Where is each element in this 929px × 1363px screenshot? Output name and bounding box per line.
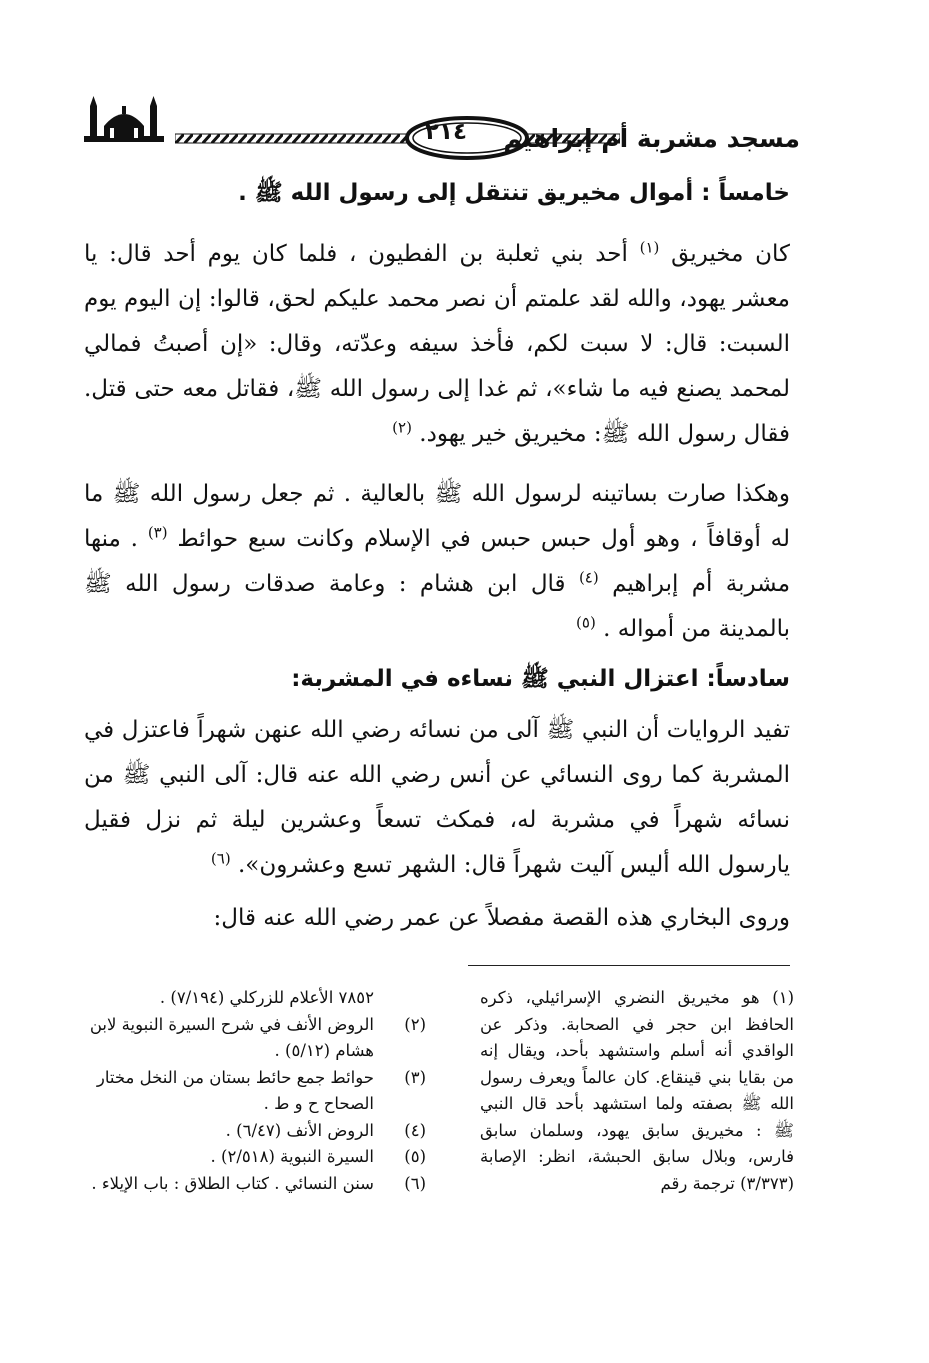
footnotes-right-column <box>480 985 794 1197</box>
footnote-ref: (٣) <box>147 523 168 542</box>
paragraph-seclusion <box>84 708 790 888</box>
paragraph-bukhari: وروى البخاري هذه القصة مفصلاً عن عمر رضي الله عنه قال: <box>213 905 790 931</box>
footnote-marker: (٥) <box>404 1147 426 1166</box>
footnote-ref: (٢) <box>392 418 412 437</box>
footnote-marker: (٤) <box>404 1120 426 1140</box>
mosque-icon <box>80 92 168 154</box>
footnote-divider <box>468 965 790 966</box>
paragraph-mukhayriq <box>84 232 790 457</box>
text: . منها مشربة أم إبراهيم <box>84 526 791 597</box>
footnote-marker: (٢) <box>404 1014 426 1034</box>
footnote-1-continuation: ٧٨٥٢ الأعلام للزركلي (٧/١٩٤) . <box>159 988 374 1007</box>
footnote-text: حوائط جمع حائط بستان من النخل مختار الصحاح ح و ط . <box>96 1067 374 1113</box>
text: أحد بني ثعلبة بن الفطيون ، فلما كان يوم أحد قال: يا معشر يهود، والله لقد علمتم أن نصر محمد عليكم لحق، قالوا: إن اليوم يوم السبت: قال: لا سبت لكم، فأخذ سيفه وعدّته، وقال: «إن أصبتُ فمالي لمحمد يصنع فيه ما شاء»، ثم غدا إلى رسول الله ﷺ، فقاتل معه حتى قتل. فقال رسول الله ﷺ: مخيريق خير يهود. <box>84 241 790 447</box>
footnote-text: الروض الأنف في شرح السيرة النبوية لابن هشام (٥/١٢) . <box>89 1014 374 1060</box>
text: كان مخيريق <box>671 241 790 267</box>
footnote-text: سنن النسائي . كتاب الطلاق : باب الإيلاء . <box>91 1173 374 1193</box>
footnote-5 <box>80 1144 426 1171</box>
footnote-marker: (٦) <box>404 1173 426 1193</box>
section-heading-6: سادساً: اعتزال النبي ﷺ نساءه في المشربة: <box>291 666 790 692</box>
footnote-6 <box>80 1171 426 1198</box>
section-heading-5: خامساً : أموال مخيريق تنتقل إلى رسول الله ﷺ . <box>238 180 790 206</box>
footnote-1 <box>480 985 794 1197</box>
footnotes-left-column <box>80 985 426 1197</box>
text: تفيد الروايات أن النبي ﷺ آلى من نسائه رضي الله عنهن شهراً فاعتزل في المشربة كما روى النسائي عن أنس رضي الله عنه قال: آلى النبي ﷺ من نسائه شهراً في مشربة له، فمكث تسعاً وعشرين ليلة ثم نزل فقيل يارسول الله أليس آليت شهراً قال: الشهر تسع وعشرون». <box>84 717 790 878</box>
page-header <box>80 92 800 162</box>
footnote-4 <box>80 1118 426 1145</box>
footnote-2 <box>80 1012 426 1065</box>
footnote-marker: (٣) <box>404 1067 426 1087</box>
footnote-ref: (٥) <box>576 613 596 632</box>
text: قال ابن هشام : وعامة صدقات رسول الله ﷺ بالمدينة من أمواله . <box>84 571 790 642</box>
text: وهكذا صارت بساتينه لرسول الله ﷺ بالعالية . ثم جعل رسول الله ﷺ ما له أوقافاً ، وهو أول حبس حبس في الإسلام وكانت سبع حوائط <box>84 481 791 552</box>
footnote-marker: (١) <box>772 988 795 1007</box>
footnote-text: الروض الأنف (٦/٤٧) . <box>225 1120 374 1140</box>
paragraph-gardens <box>84 472 790 652</box>
running-header-title: مسجد مشربة أم إبراهيم <box>503 124 800 153</box>
footnote-text: السيرة النبوية (٢/٥١٨) . <box>210 1147 374 1166</box>
page-number: ٢١٤ <box>424 119 468 145</box>
footnote-text: هو مخيريق النضري الإسرائيلي، ذكره الحافظ ابن حجر في الصحابة. وذكر عن الواقدي أنه أسلم واستشهد بأحد، ويقال إنه من بقايا بني قينقاع. كان عالماً ويعرف رسول الله ﷺ بصفته ولما استشهد بأحد قال النبي ﷺ : مخيريق سابق يهود، وسلمان سابق فارس، وبلال سابق الحبشة، انظر: الإصابة (٣/٣٧٣) ترجمة رقم <box>480 988 794 1193</box>
footnote-ref: (٤) <box>578 568 599 587</box>
footnote-ref: (٦) <box>210 849 231 868</box>
footnote-3 <box>80 1065 426 1118</box>
footnote-ref: (١) <box>639 238 660 257</box>
